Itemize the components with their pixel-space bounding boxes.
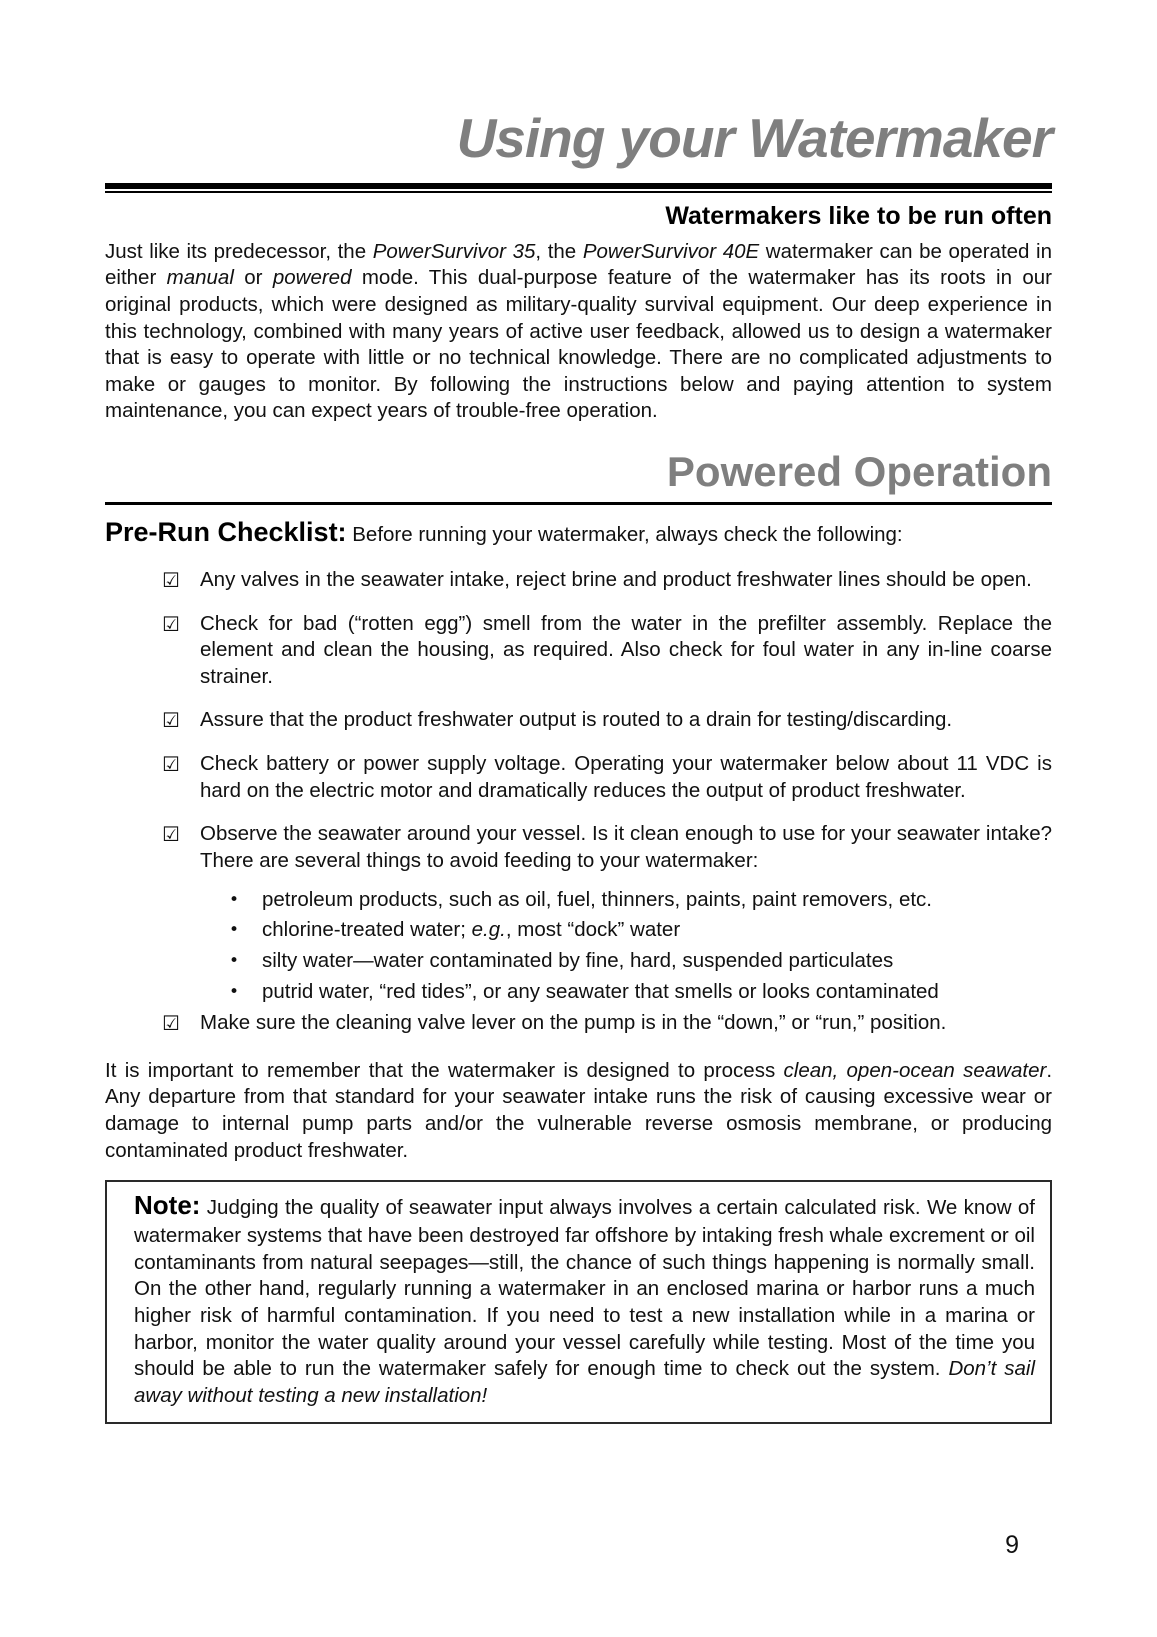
checked-checkbox-icon: ☑ — [162, 611, 180, 636]
title-divider — [105, 183, 1052, 193]
checked-checkbox-icon: ☑ — [162, 752, 180, 777]
checklist-item-text: Assure that the product freshwater output is routed to a drain for testing/discarding. — [200, 708, 953, 732]
checklist-item — [105, 751, 1052, 804]
list-item — [105, 887, 1052, 914]
intro-paragraph: Just like its predecessor, the PowerSurvivor 35, the PowerSurvivor 40E watermaker can be operated in either manual or powered mode. This dual-purpose feature of the watermaker has its roots in our original products, which were designed as military-quality survival equipment. Our deep experience in this technology, combined with many years of active user feedback, allowed us to design a watermaker that is easy to operate with little or no technical knowledge. There are no complicated adjustments to make or gauges to monitor. By following the instructions below and paying attention to system maintenance, you can expect years of trouble-free operation. — [105, 239, 1052, 423]
checklist-item — [105, 1010, 1052, 1037]
checklist-item — [105, 821, 1052, 874]
checklist-item-text: Any valves in the seawater intake, reject brine and product freshwater lines should be open. — [200, 567, 1032, 591]
checklist-item-text: Make sure the cleaning valve lever on the pump is in the “down,” or “run,” position. — [200, 1011, 947, 1035]
checklist-item — [105, 567, 1052, 594]
checked-checkbox-icon: ☑ — [162, 708, 180, 733]
list-item-text: putrid water, “red tides”, or any seawater that smells or looks contaminated — [262, 979, 939, 1003]
pre-run-checklist-intro: Before running your watermaker, always check the following: — [346, 522, 903, 546]
page-content — [105, 0, 1052, 1424]
closing-paragraph: It is important to remember that the watermaker is designed to process clean, open-ocean seawater. Any departure from that standard for your seawater intake runs the risk of causing excessive wear or damage to internal pump parts and/or the vulnerable reverse osmosis membrane, or producing contaminated product freshwater. — [105, 1058, 1053, 1162]
checklist-item — [105, 611, 1052, 691]
bullet-icon: • — [229, 981, 240, 1002]
bullet-icon: • — [229, 950, 240, 971]
list-item-text: chlorine-treated water; e.g., most “dock” water — [262, 918, 681, 942]
note-paragraph — [134, 1189, 1035, 1409]
checked-checkbox-icon: ☑ — [162, 567, 180, 592]
checked-checkbox-icon: ☑ — [162, 822, 180, 847]
note-label: Note: — [134, 1190, 201, 1221]
list-item — [105, 948, 1052, 975]
section-heading-run-often: Watermakers like to be run often — [665, 201, 1052, 230]
note-text: Judging the quality of seawater input always involves a certain calculated risk. We know of watermaker systems that have been destroyed far offshore by intaking fresh whale excrement or oil contaminants from natural seepages—still, the chance of such things happening is normally small. On the other hand, regularly running a watermaker in an enclosed marina or harbor runs a much higher risk of harmful contamination. If you need to test a new installation while in a marina or harbor, monitor the water quality around your vessel carefully while testing. Most of the time you should be able to run the watermaker safely for enough time to check out the system. Don’t sail away without testing a new installation! — [134, 1196, 1036, 1408]
title-divider-thin-rule — [105, 191, 1052, 193]
list-item-text: petroleum products, such as oil, fuel, thinners, paints, paint removers, etc. — [262, 887, 932, 911]
bullet-icon: • — [229, 889, 240, 910]
checklist-item — [105, 707, 1052, 734]
section-heading-powered-operation: Powered Operation — [666, 448, 1052, 496]
checklist-item-text: Observe the seawater around your vessel. Is it clean enough to use for your seawater intake? There are several things to avoid feeding to your watermaker: — [200, 822, 1052, 872]
pre-run-checklist-lead — [105, 515, 1052, 550]
checked-checkbox-icon: ☑ — [162, 1011, 180, 1036]
list-item — [105, 917, 1052, 944]
list-item — [105, 979, 1052, 1006]
pre-run-checklist-label: Pre-Run Checklist: — [105, 516, 347, 547]
avoid-feeding-list — [105, 887, 1052, 1006]
checklist-item-text: Check for bad (“rotten egg”) smell from the water in the prefilter assembly. Replace the element and clean the housing, as required. Also check for foul water in any in-line coarse strainer. — [200, 611, 1052, 688]
page-title: Using your Watermaker — [456, 107, 1052, 169]
checklist-item-text: Check battery or power supply voltage. Operating your watermaker below about 11 VDC is hard on the electric motor and dramatically reduces the output of product freshwater. — [200, 752, 1052, 802]
bullet-icon: • — [229, 920, 240, 941]
list-item-text: silty water—water contaminated by fine, hard, suspended particulates — [262, 948, 894, 972]
page-number: 9 — [1005, 1531, 1019, 1559]
powered-operation-divider — [105, 502, 1052, 505]
note-box — [105, 1180, 1052, 1423]
